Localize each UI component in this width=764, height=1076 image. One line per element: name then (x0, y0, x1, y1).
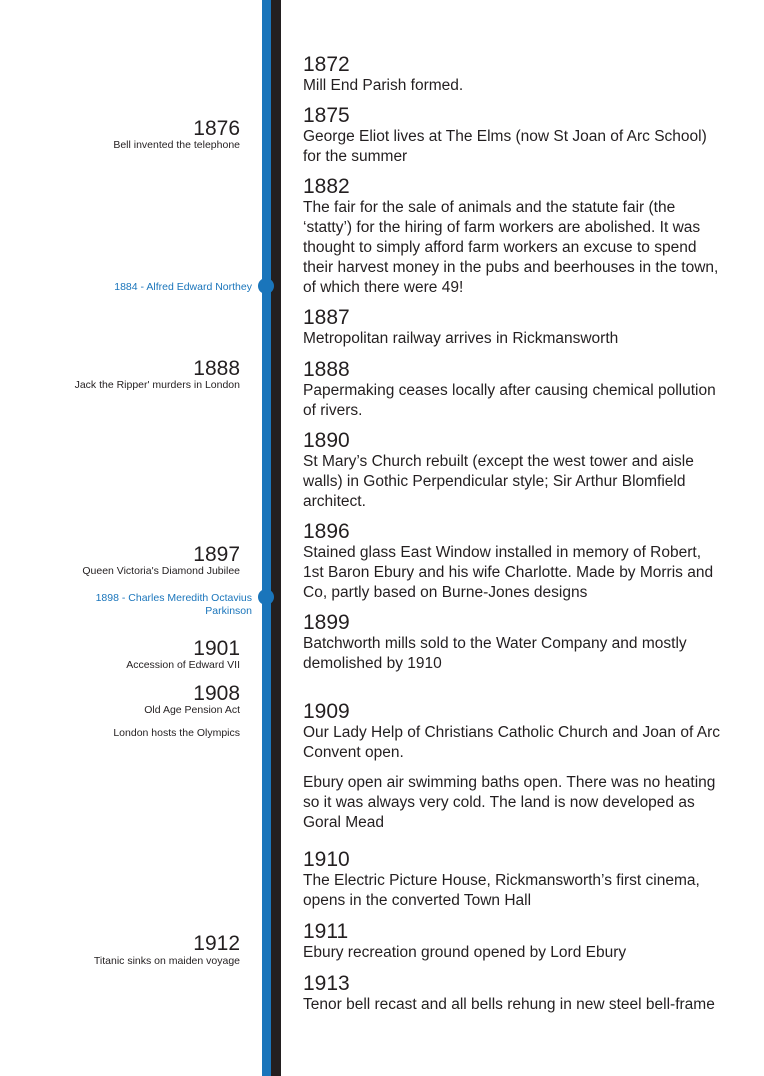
left-event-year: 1908 (193, 682, 240, 705)
event-text: Ebury open air swimming baths open. There was no heating so it was always very cold. The land is now developed as Goral Mead (303, 774, 716, 831)
event-text: St Mary’s Church rebuilt (except the west tower and aisle walls) in Gothic Perpendicular style; Sir Arthur Blomfield architect. (303, 453, 694, 510)
event-text: The fair for the sale of animals and the statute fair (the ‘statty’) for the hiring of farm workers are abolished. It was thought to simply afford farm workers an excuse to spend their harvest money in the pubs and beerhouses in the town, of which there were 49! (303, 199, 719, 296)
timeline-line-dark (271, 0, 281, 1076)
left-event-year: 1876 (193, 117, 240, 140)
event-text: Mill End Parish formed. (303, 77, 464, 94)
event-year: 1911 (303, 920, 349, 943)
event-text: Papermaking ceases locally after causing chemical pollution of rivers. (303, 382, 716, 419)
event-year: 1899 (303, 611, 350, 634)
left-event-year: 1912 (193, 932, 240, 955)
left-event-text: London hosts the Olympics (113, 727, 240, 739)
event-year: 1872 (303, 53, 350, 76)
event-year: 1888 (303, 358, 350, 381)
event-year: 1910 (303, 848, 350, 871)
left-event-text: Jack the Ripper' murders in London (74, 379, 240, 391)
timeline-marker-1884 (258, 278, 274, 294)
left-event-text: Old Age Pension Act (144, 704, 240, 716)
person-label: 1884 - Alfred Edward Northey (114, 281, 252, 293)
left-event-text: Titanic sinks on maiden voyage (93, 955, 240, 967)
event-text: The Electric Picture House, Rickmansworth’s first cinema, opens in the converted Town Hall (303, 872, 700, 909)
left-event-year: 1897 (193, 543, 240, 566)
event-year: 1882 (303, 175, 350, 198)
event-text: Stained glass East Window installed in memory of Robert, 1st Baron Ebury and his wife Charlotte. Made by Morris and Co, partly based on Burne-Jones designs (303, 544, 714, 601)
event-text: George Eliot lives at The Elms (now St Joan of Arc School) for the summer (303, 128, 707, 165)
left-event-text: Queen Victoria's Diamond Jubilee (82, 565, 240, 577)
event-year: 1875 (303, 104, 350, 127)
left-event-year: 1888 (193, 357, 240, 380)
timeline-marker-1898 (258, 589, 274, 605)
left-event-text: Accession of Edward VII (126, 659, 240, 671)
event-text: Our Lady Help of Christians Catholic Church and Joan of Arc Convent open. (303, 724, 720, 761)
event-year: 1890 (303, 429, 350, 452)
event-year: 1887 (303, 306, 350, 329)
event-text: Ebury recreation ground opened by Lord Ebury (303, 944, 627, 961)
left-event-year: 1901 (193, 637, 240, 660)
event-year: 1909 (303, 700, 350, 723)
timeline-line-blue (262, 0, 271, 1076)
left-event-text: Bell invented the telephone (113, 139, 240, 151)
person-label: 1898 - Charles Meredith Octavius Parkinson (95, 592, 252, 617)
event-text: Metropolitan railway arrives in Rickmansworth (303, 330, 619, 347)
event-year: 1896 (303, 520, 350, 543)
event-text: Tenor bell recast and all bells rehung in new steel bell-frame (303, 996, 715, 1013)
event-text: Batchworth mills sold to the Water Company and mostly demolished by 1910 (303, 635, 687, 672)
event-year: 1913 (303, 972, 350, 995)
